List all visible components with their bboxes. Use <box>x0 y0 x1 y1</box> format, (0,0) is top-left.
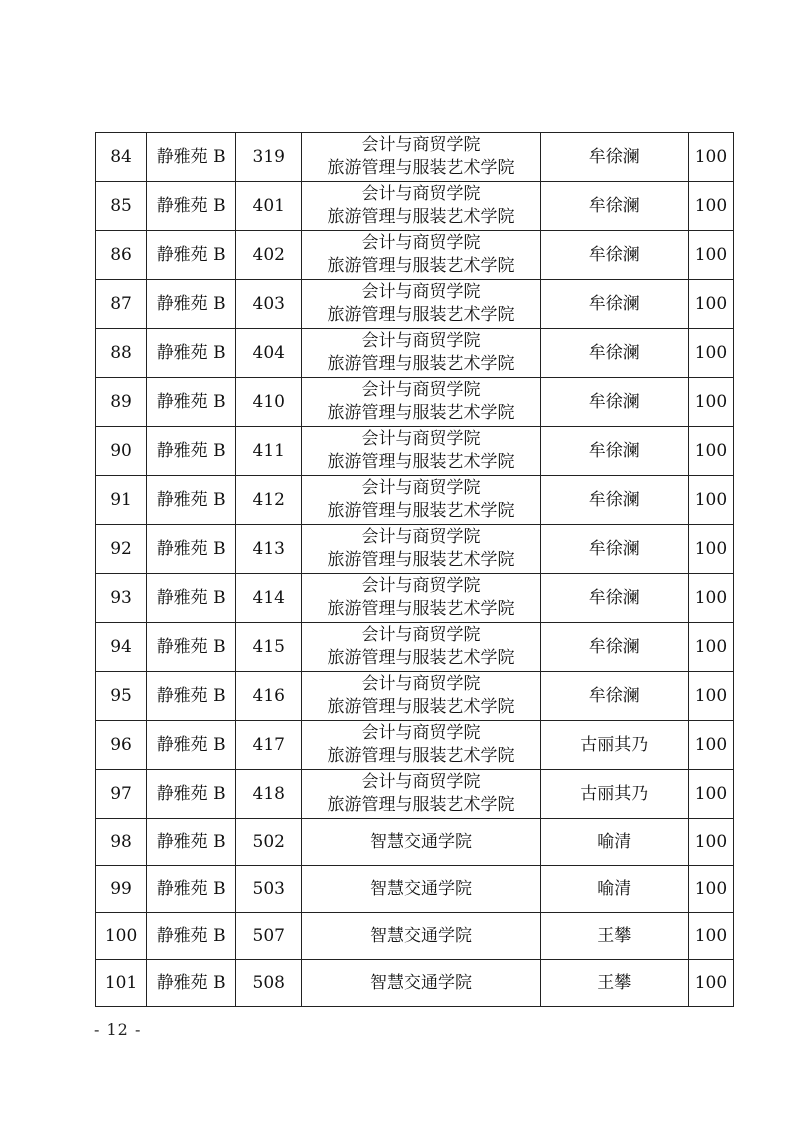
building-cell: 静雅苑 B <box>147 960 236 1007</box>
row-number-cell: 98 <box>96 819 147 866</box>
person-cell: 牟徐澜 <box>540 427 688 476</box>
score-cell: 100 <box>688 574 733 623</box>
person-cell: 牟徐澜 <box>540 133 688 182</box>
college-cell <box>302 866 540 913</box>
row-number-cell: 100 <box>96 913 147 960</box>
room-cell: 402 <box>236 231 302 280</box>
row-number-cell: 88 <box>96 329 147 378</box>
room-cell: 403 <box>236 280 302 329</box>
college-name: 会计与商贸学院 <box>361 723 481 743</box>
building-cell: 静雅苑 B <box>147 329 236 378</box>
table-row <box>96 721 734 770</box>
room-cell: 413 <box>236 525 302 574</box>
building-cell: 静雅苑 B <box>147 525 236 574</box>
room-cell: 418 <box>236 770 302 819</box>
college-name: 旅游管理与服装艺术学院 <box>327 599 515 619</box>
college-cell <box>302 525 540 574</box>
building-cell: 静雅苑 B <box>147 280 236 329</box>
person-cell: 牟徐澜 <box>540 378 688 427</box>
college-name: 会计与商贸学院 <box>361 429 481 449</box>
table-row <box>96 819 734 866</box>
college-cell <box>302 721 540 770</box>
score-cell: 100 <box>688 913 733 960</box>
room-cell: 417 <box>236 721 302 770</box>
building-cell: 静雅苑 B <box>147 623 236 672</box>
row-number-cell: 97 <box>96 770 147 819</box>
building-cell: 静雅苑 B <box>147 721 236 770</box>
score-cell: 100 <box>688 133 733 182</box>
score-cell: 100 <box>688 525 733 574</box>
college-name: 旅游管理与服装艺术学院 <box>327 158 515 178</box>
college-cell <box>302 960 540 1007</box>
person-cell: 牟徐澜 <box>540 623 688 672</box>
room-cell: 508 <box>236 960 302 1007</box>
room-cell: 410 <box>236 378 302 427</box>
college-cell <box>302 770 540 819</box>
table-row <box>96 866 734 913</box>
college-name: 旅游管理与服装艺术学院 <box>327 501 515 521</box>
row-number-cell: 95 <box>96 672 147 721</box>
table-row <box>96 672 734 721</box>
table-row <box>96 574 734 623</box>
table-row <box>96 378 734 427</box>
table-row <box>96 231 734 280</box>
college-name: 旅游管理与服装艺术学院 <box>327 256 515 276</box>
score-cell: 100 <box>688 231 733 280</box>
building-cell: 静雅苑 B <box>147 913 236 960</box>
college-cell <box>302 623 540 672</box>
room-cell: 411 <box>236 427 302 476</box>
college-name: 会计与商贸学院 <box>361 331 481 351</box>
college-name: 智慧交通学院 <box>369 831 472 852</box>
room-cell: 503 <box>236 866 302 913</box>
college-cell <box>302 231 540 280</box>
table-row <box>96 913 734 960</box>
row-number-cell: 85 <box>96 182 147 231</box>
building-cell: 静雅苑 B <box>147 133 236 182</box>
row-number-cell: 96 <box>96 721 147 770</box>
college-name: 会计与商贸学院 <box>361 233 481 253</box>
row-number-cell: 99 <box>96 866 147 913</box>
person-cell: 牟徐澜 <box>540 280 688 329</box>
table-row <box>96 476 734 525</box>
person-cell: 牟徐澜 <box>540 574 688 623</box>
room-cell: 401 <box>236 182 302 231</box>
row-number-cell: 87 <box>96 280 147 329</box>
room-cell: 319 <box>236 133 302 182</box>
row-number-cell: 101 <box>96 960 147 1007</box>
table-row <box>96 770 734 819</box>
score-cell: 100 <box>688 866 733 913</box>
building-cell: 静雅苑 B <box>147 672 236 721</box>
table-row <box>96 133 734 182</box>
college-cell <box>302 819 540 866</box>
row-number-cell: 92 <box>96 525 147 574</box>
room-cell: 404 <box>236 329 302 378</box>
college-cell <box>302 280 540 329</box>
score-cell: 100 <box>688 672 733 721</box>
college-cell <box>302 133 540 182</box>
college-name: 旅游管理与服装艺术学院 <box>327 746 515 766</box>
college-name: 会计与商贸学院 <box>361 282 481 302</box>
room-cell: 414 <box>236 574 302 623</box>
room-cell: 416 <box>236 672 302 721</box>
person-cell: 牟徐澜 <box>540 182 688 231</box>
row-number-cell: 91 <box>96 476 147 525</box>
building-cell: 静雅苑 B <box>147 819 236 866</box>
building-cell: 静雅苑 B <box>147 574 236 623</box>
college-cell <box>302 427 540 476</box>
person-cell: 牟徐澜 <box>540 672 688 721</box>
college-name: 会计与商贸学院 <box>361 478 481 498</box>
college-name: 会计与商贸学院 <box>361 184 481 204</box>
table-row <box>96 280 734 329</box>
score-cell: 100 <box>688 623 733 672</box>
person-cell: 牟徐澜 <box>540 231 688 280</box>
table-body <box>96 133 734 1007</box>
person-cell: 古丽其乃 <box>540 721 688 770</box>
college-cell <box>302 476 540 525</box>
college-cell <box>302 672 540 721</box>
college-name: 会计与商贸学院 <box>361 772 481 792</box>
score-cell: 100 <box>688 329 733 378</box>
college-name: 智慧交通学院 <box>369 925 472 946</box>
row-number-cell: 94 <box>96 623 147 672</box>
row-number-cell: 84 <box>96 133 147 182</box>
score-cell: 100 <box>688 280 733 329</box>
dormitory-table <box>95 132 734 1007</box>
building-cell: 静雅苑 B <box>147 231 236 280</box>
college-name: 旅游管理与服装艺术学院 <box>327 305 515 325</box>
score-cell: 100 <box>688 770 733 819</box>
person-cell: 牟徐澜 <box>540 329 688 378</box>
college-name: 会计与商贸学院 <box>361 576 481 596</box>
row-number-cell: 89 <box>96 378 147 427</box>
college-cell <box>302 574 540 623</box>
college-name: 会计与商贸学院 <box>361 527 481 547</box>
table-row <box>96 427 734 476</box>
building-cell: 静雅苑 B <box>147 182 236 231</box>
score-cell: 100 <box>688 476 733 525</box>
page-number: - 12 - <box>94 1020 142 1039</box>
room-cell: 507 <box>236 913 302 960</box>
college-name: 旅游管理与服装艺术学院 <box>327 207 515 227</box>
row-number-cell: 90 <box>96 427 147 476</box>
score-cell: 100 <box>688 378 733 427</box>
college-name: 会计与商贸学院 <box>361 135 481 155</box>
college-name: 旅游管理与服装艺术学院 <box>327 795 515 815</box>
score-cell: 100 <box>688 427 733 476</box>
college-cell <box>302 378 540 427</box>
college-name: 旅游管理与服装艺术学院 <box>327 354 515 374</box>
table-row <box>96 960 734 1007</box>
building-cell: 静雅苑 B <box>147 476 236 525</box>
table-row <box>96 329 734 378</box>
college-name: 智慧交通学院 <box>369 878 472 899</box>
person-cell: 喻清 <box>540 866 688 913</box>
row-number-cell: 86 <box>96 231 147 280</box>
college-name: 会计与商贸学院 <box>361 380 481 400</box>
person-cell: 牟徐澜 <box>540 525 688 574</box>
college-name: 智慧交通学院 <box>369 972 472 993</box>
person-cell: 王攀 <box>540 960 688 1007</box>
score-cell: 100 <box>688 819 733 866</box>
building-cell: 静雅苑 B <box>147 427 236 476</box>
building-cell: 静雅苑 B <box>147 378 236 427</box>
college-cell <box>302 182 540 231</box>
college-name: 旅游管理与服装艺术学院 <box>327 550 515 570</box>
college-cell <box>302 329 540 378</box>
room-cell: 502 <box>236 819 302 866</box>
table-row <box>96 525 734 574</box>
person-cell: 牟徐澜 <box>540 476 688 525</box>
score-cell: 100 <box>688 960 733 1007</box>
room-cell: 412 <box>236 476 302 525</box>
college-name: 旅游管理与服装艺术学院 <box>327 697 515 717</box>
row-number-cell: 93 <box>96 574 147 623</box>
college-name: 旅游管理与服装艺术学院 <box>327 648 515 668</box>
person-cell: 古丽其乃 <box>540 770 688 819</box>
building-cell: 静雅苑 B <box>147 770 236 819</box>
person-cell: 喻清 <box>540 819 688 866</box>
building-cell: 静雅苑 B <box>147 866 236 913</box>
college-name: 会计与商贸学院 <box>361 674 481 694</box>
table-row <box>96 623 734 672</box>
college-name: 旅游管理与服装艺术学院 <box>327 452 515 472</box>
room-cell: 415 <box>236 623 302 672</box>
score-cell: 100 <box>688 721 733 770</box>
score-cell: 100 <box>688 182 733 231</box>
person-cell: 王攀 <box>540 913 688 960</box>
college-name: 会计与商贸学院 <box>361 625 481 645</box>
table-row <box>96 182 734 231</box>
college-cell <box>302 913 540 960</box>
college-name: 旅游管理与服装艺术学院 <box>327 403 515 423</box>
